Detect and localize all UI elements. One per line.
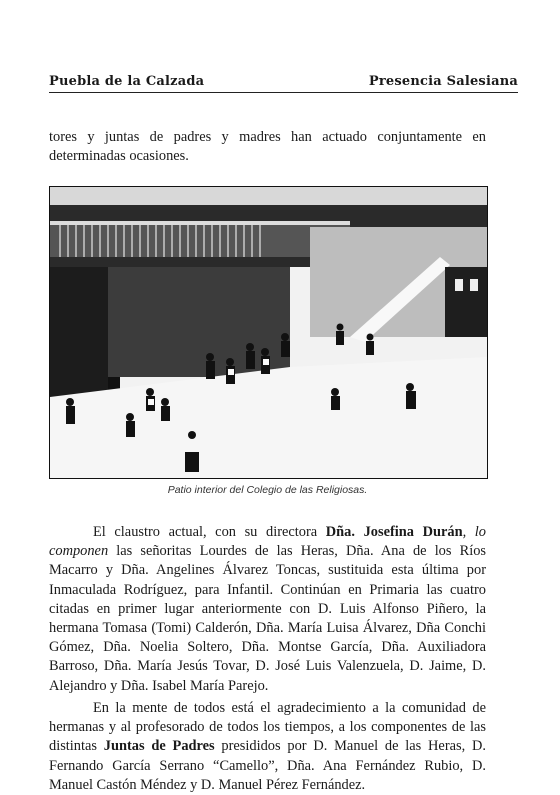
paragraph-claustro — [49, 523, 486, 696]
paragraph-claustro-rest: las señoritas Lourdes de las Heras, Dña. Ana de los Ríos Macarro y Dña. Angelines Álvarez Toncas, sustituida esta última por Inmaculada Rodríguez, para Infantil. Continúan en Primaria las cuatro citadas en primer lugar anteriormente con D. Luis Alfonso Piñero, la hermana Tomasa (Tomi) Calderón, Dña. María Luisa Álvarez, Dña Conchi Gómez, Dña. Noelia Soltero, Dña. Montse García, Dña. Auxiliadora Barroso, Dña. María Jesús Tovar, D. José Luis Valenzuela, D. Jaime, D. Alejandro y Dña. Isabel María Parejo. — [49, 543, 486, 694]
header-title-left: Puebla de la Calzada — [49, 74, 205, 89]
paragraph-agradecimiento — [49, 699, 486, 795]
header-title-right: Presencia Salesiana — [368, 74, 518, 89]
paragraph-agradecimiento-lead: En la mente de todos está el agradecimiento a la comunidad de hermanas y al profesorado de todos los tiempos, a los componentes de las distintas — [49, 700, 486, 755]
running-header — [49, 70, 518, 93]
juntas-de-padres-label: Juntas de Padres — [103, 738, 215, 755]
photo-caption: Patio interior del Colegio de las Religiosas. — [167, 484, 368, 496]
paragraph-agradecimiento-rest: presididos por D. Manuel de las Heras, D. Fernando García Serrano “Camello”, Dña. Ana Fernández Rubio, D. Manuel Castón Méndez y D. Manuel Pérez Fernández. — [49, 738, 486, 793]
paragraph-claustro-lead: El claustro actual, con su directora — [93, 524, 326, 540]
courtyard-photo — [49, 186, 488, 479]
paragraph-claustro-verb: , lo componen — [49, 524, 486, 560]
courtyard-photo-illustration — [50, 187, 487, 478]
director-name: Dña. Josefina Durán — [325, 524, 463, 540]
intro-paragraph: tores y juntas de padres y madres han actuado conjuntamente en determinadas ocasiones. — [49, 129, 486, 165]
